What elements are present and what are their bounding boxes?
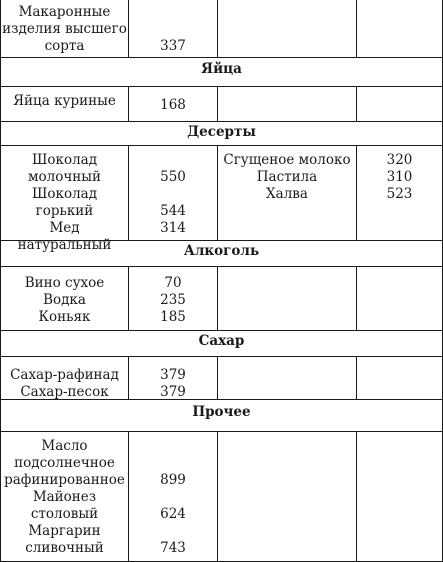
calorie-value: 235 (160, 292, 186, 308)
calorie-value: 310 (386, 169, 413, 185)
column-divider (356, 0, 357, 57)
column-divider (217, 86, 218, 121)
column-divider (356, 266, 357, 330)
column-divider (217, 356, 218, 399)
section-header-eggs: Яйца (201, 61, 242, 77)
calorie-value: 379 (160, 384, 186, 400)
food-name: Маргарин сливочный (25, 523, 104, 556)
column-divider (356, 356, 357, 399)
row-divider (0, 121, 443, 122)
row-divider (0, 356, 443, 357)
food-name: Яйца куриные (13, 93, 116, 109)
row-divider (0, 431, 443, 432)
food-name: Масло подсолнечное рафинированное (4, 438, 125, 488)
food-name: Коньяк (38, 309, 91, 325)
section-header-sugar: Сахар (198, 333, 245, 349)
food-name: Шоколад молочный (28, 152, 101, 185)
column-divider (356, 431, 357, 562)
food-name: Сахар-песок (20, 384, 109, 400)
calorie-value: 185 (160, 309, 186, 325)
calorie-value: 743 (160, 540, 186, 556)
calorie-value: 168 (160, 97, 186, 113)
calorie-value: 320 (386, 152, 413, 168)
food-name: Шоколад горький (31, 186, 98, 219)
food-name: Водка (43, 292, 86, 308)
calorie-value: 550 (160, 169, 186, 185)
food-name: Сгущеное молоко (223, 152, 351, 168)
food-name: Вино сухое (24, 275, 105, 291)
column-divider (217, 431, 218, 562)
food-name: Макаронные изделия высшего сорта (2, 4, 127, 54)
food-name: Мед натуральный (17, 220, 112, 253)
calorie-value: 314 (160, 220, 186, 236)
row-divider (0, 266, 443, 267)
calorie-value: 899 (160, 472, 186, 488)
food-name: Пастила (256, 169, 318, 185)
calorie-value: 337 (160, 38, 186, 54)
column-divider (217, 266, 218, 330)
food-name: Майонез столовый (30, 489, 99, 522)
section-header-other: Прочее (192, 404, 251, 420)
section-header-desserts: Десерты (187, 124, 256, 140)
column-divider (217, 0, 218, 57)
calorie-value: 523 (386, 186, 413, 202)
calorie-value: 379 (160, 367, 186, 383)
row-divider (0, 86, 443, 87)
calorie-value: 544 (160, 203, 186, 219)
row-divider (0, 145, 443, 146)
row-divider (0, 57, 443, 58)
food-name: Сахар-рафинад (10, 367, 119, 383)
row-divider (0, 330, 443, 331)
calorie-value: 70 (164, 275, 182, 291)
column-divider (356, 86, 357, 121)
calorie-value: 624 (160, 506, 186, 522)
section-header-alcohol: Алкоголь (183, 243, 260, 259)
food-name: Халва (266, 186, 308, 202)
